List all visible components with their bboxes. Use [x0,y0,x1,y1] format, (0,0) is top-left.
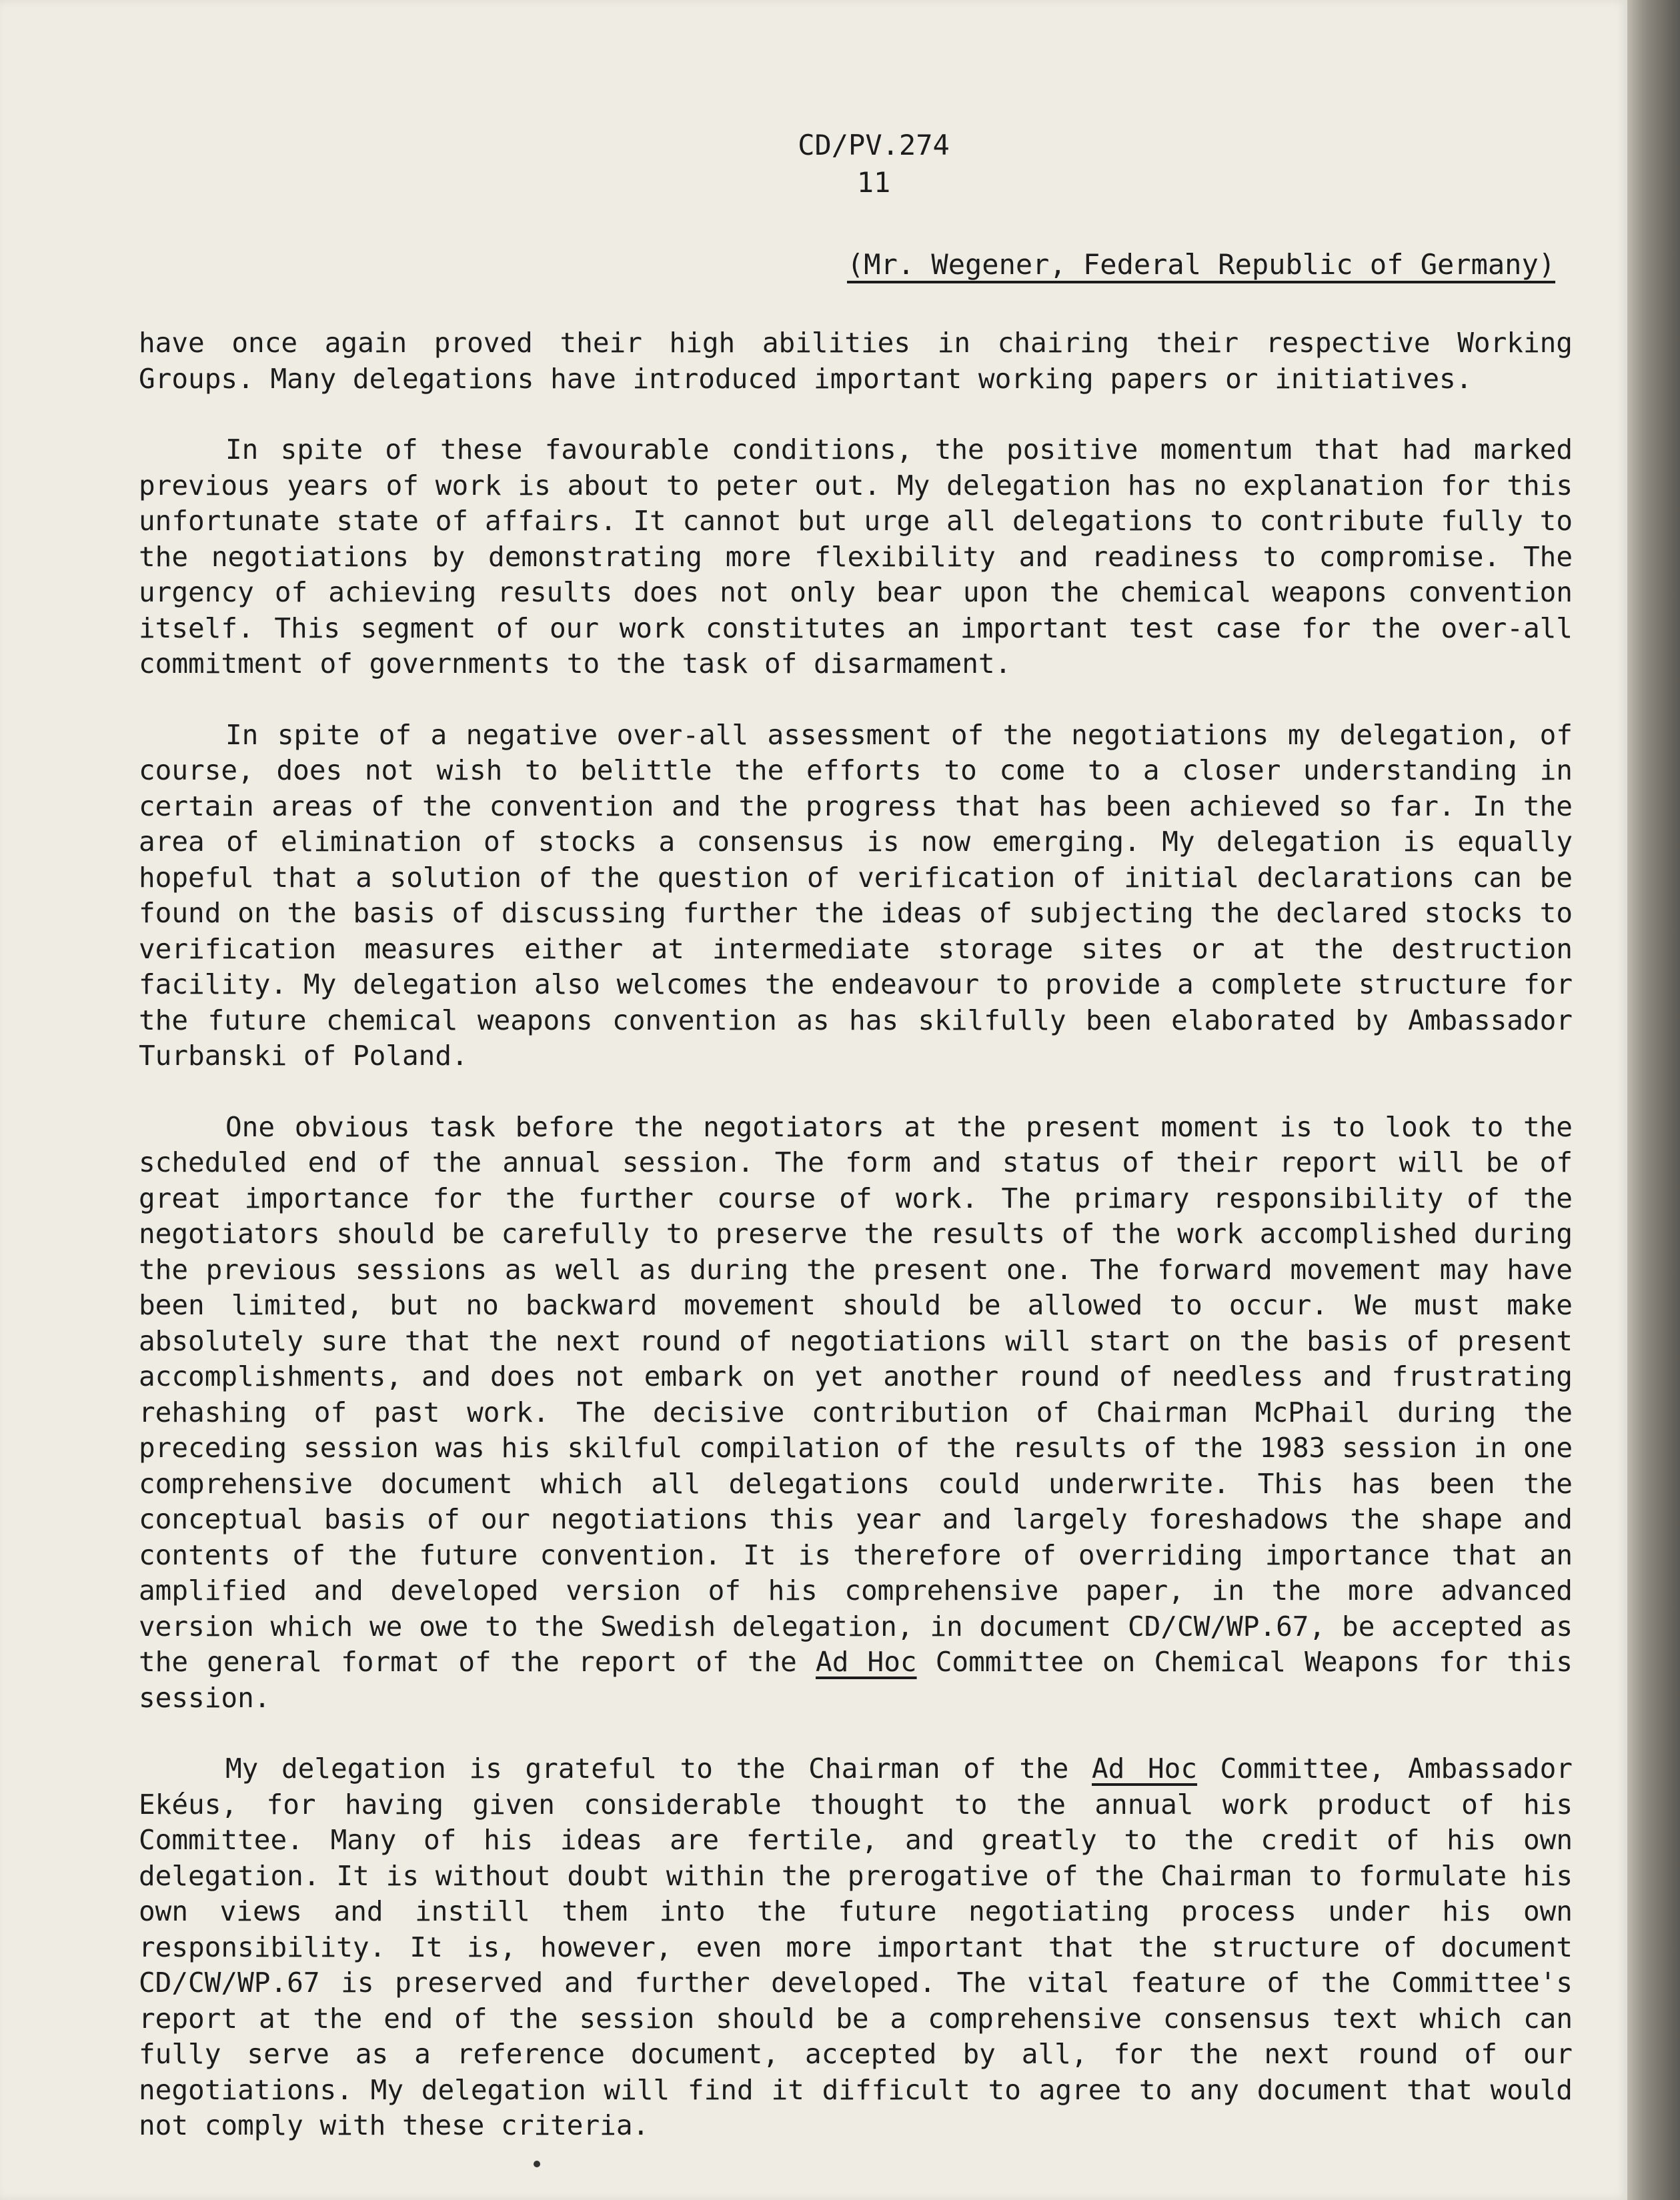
paragraph-1: have once again proved their high abilities in chairing their respective Working Groups. Many delegations have introduced important working papers or initiatives. [139,327,1573,395]
paragraph-5-start: My delegation is grateful to the Chairman of the [225,1753,1092,1785]
ink-mark [534,2161,540,2167]
paragraph-5-text: Committee, Ambassador Ekéus, for having given considerable thought to the annual work product of his Committee. Many of his ideas are fertile, and greatly to the credit of his own delegation. It is without doubt within the prerogative of the Chairman to formulate his own views and instill them into the future negotiating process under his own responsibility. It is, however, even more important that the structure of document CD/CW/WP.67 is preserved and further developed. The vital feature of the Committee's report at the end of the session should be a comprehensive consensus text which can fully serve as a reference document, accepted by all, for the next round of our negotiations. My delegation will find it difficult to agree to any document that would not comply with these criteria. [139,1753,1573,2141]
speaker-attribution [847,248,1555,281]
document-body [139,325,1573,2179]
paragraph-4-text: One obvious task before the negotiators at the present moment is to look to the scheduled end of the annual session. The form and status of their report will be of great importance for the further course of work. The primary responsibility of the negotiators should be carefully to preserve the results of the work accomplished during the previous sessions as well as during the present one. The forward movement may have been limited, but no backward movement should be allowed to occur. We must make absolutely sure that the next round of negotiations will start on the basis of present accomplishments, and does not embark on yet another round of needless and frustrating rehashing of past work. The decisive contribution of Chairman McPhail during the preceding session was his skilful compilation of the results of the 1983 session in one comprehensive document which all delegations could underwrite. This has been the conceptual basis of our negotiations this year and largely foreshadows the shape and contents of the future convention. It is therefore of overriding importance that an amplified and developed version of his comprehensive paper, in the more advanced version which we owe to the Swedish delegation, in document CD/CW/WP.67, be accepted as the general format of the report of the [139,1110,1573,1678]
paragraph-4 [139,1110,1573,1717]
speaker-name: (Mr. Wegener, Federal Republic of Germany) [847,248,1556,281]
page-binding-edge [1627,0,1680,2200]
paragraph-4-end: Committee on Chemical Weapons for this session. [139,1646,1573,1714]
document-number: CD/PV.274 [798,129,950,161]
page-header [734,127,1014,201]
paragraph-2: In spite of these favourable conditions, the positive momentum that had marked previous years of work is about to peter out. My delegation has no explanation for this unfortunate state of affairs. It cannot but urge all delegations to contribute fully to the negotiations by demonstrating more flexibility and readiness to compromise. The urgency of achieving results does not only bear upon the chemical weapons convention itself. This segment of our work constitutes an important test case for the over-all commitment of governments to the task of disarmament. [139,433,1573,680]
ad-hoc-term: Ad Hoc [816,1646,917,1678]
paragraph-5 [139,1751,1573,2144]
ad-hoc-term: Ad Hoc [1092,1753,1198,1785]
page-number: 11 [856,166,891,199]
paragraph-3: In spite of a negative over-all assessment of the negotiations my delegation, of course, does not wish to belittle the efforts to come to a closer understanding in certain areas of the convention and the progress that has been achieved so far. In the area of elimination of stocks a consensus is now emerging. My delegation is equally hopeful that a solution of the question of verification of initial declarations can be found on the basis of discussing further the ideas of subjecting the declared stocks to verification measures either at intermediate storage sites or at the destruction facility. My delegation also welcomes the endeavour to provide a complete structure for the future chemical weapons convention as has skilfully been elaborated by Ambassador Turbanski of Poland. [139,718,1573,1072]
